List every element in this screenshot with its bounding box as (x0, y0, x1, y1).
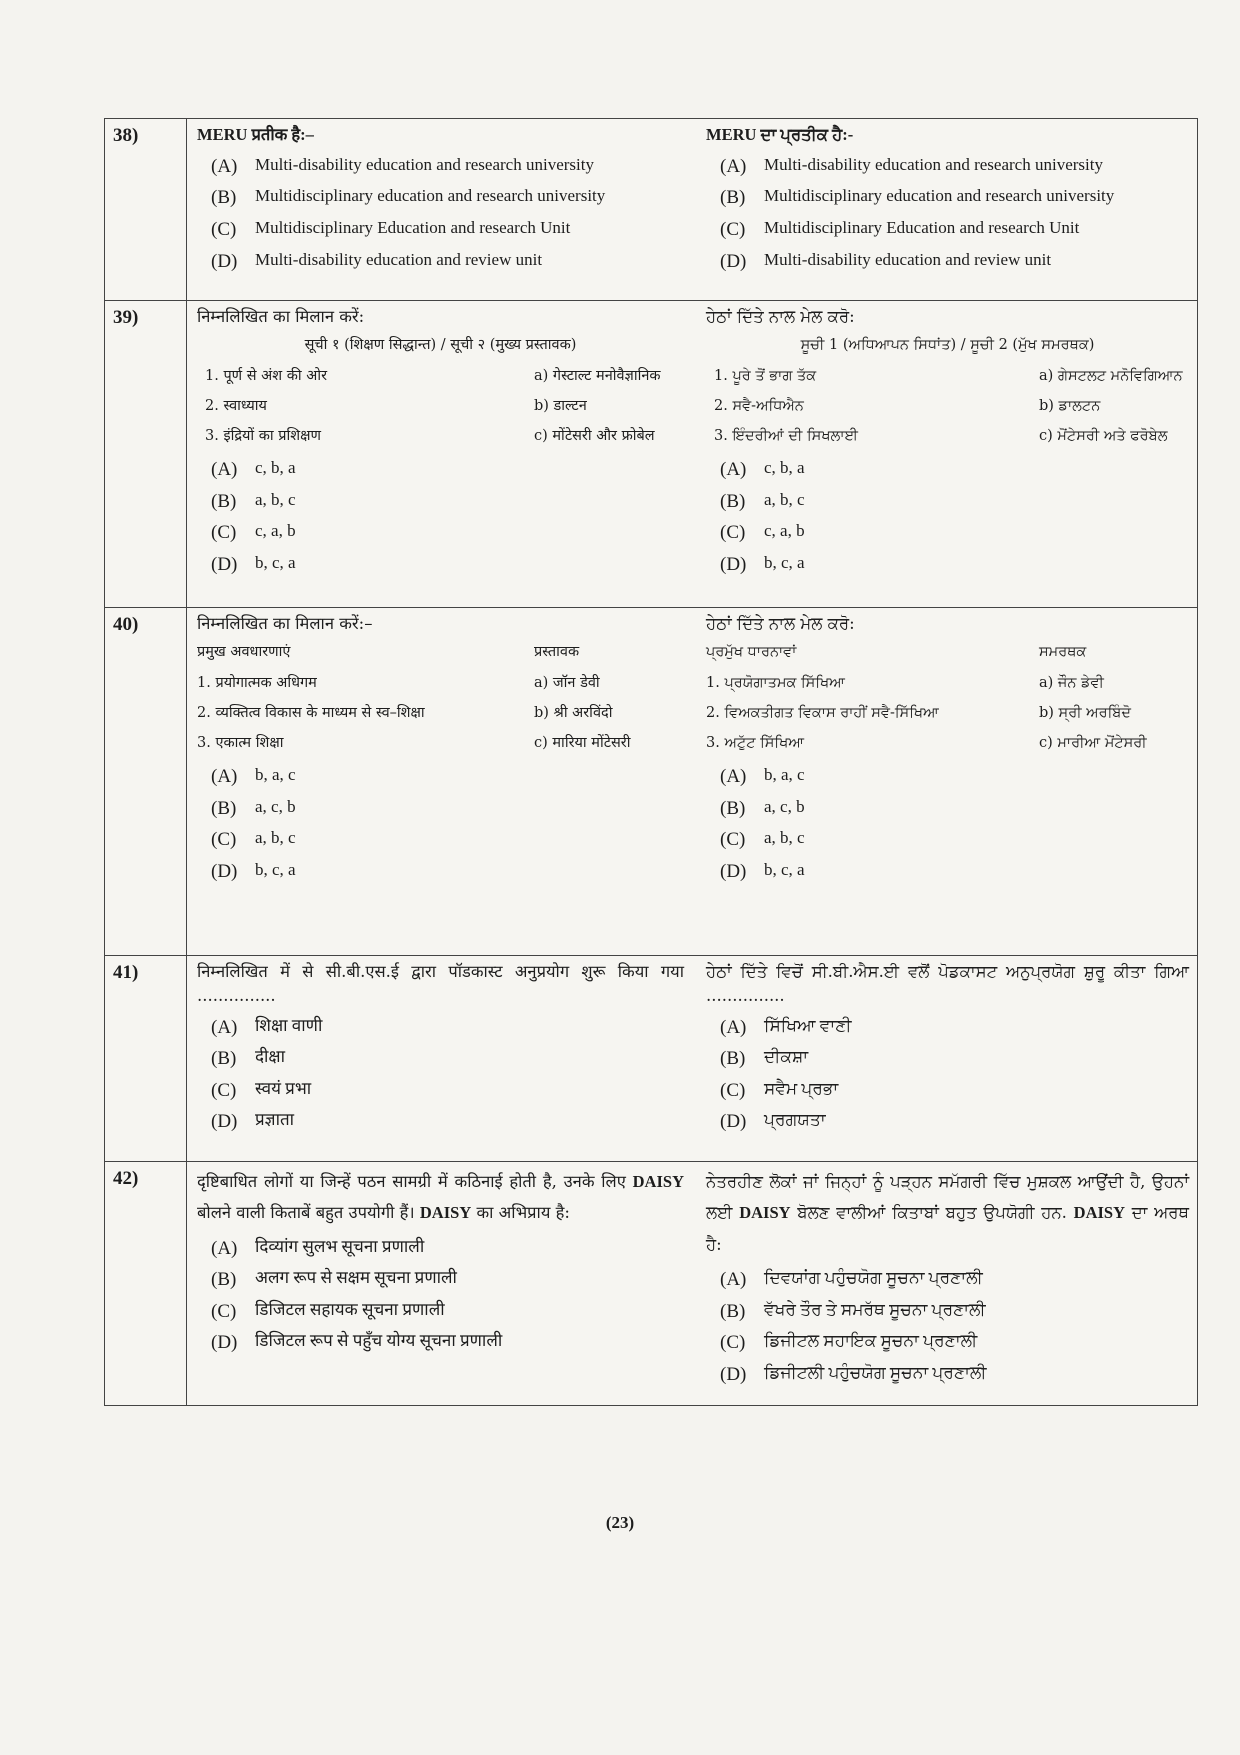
question-stem: ਹੇਠਾਂ ਦਿੱਤੇ ਨਾਲ ਮੇਲ ਕਰੋ: (706, 614, 855, 633)
match-row: 1. प्रयोगात्मक अधिगम a) जॉन डेवी (197, 674, 600, 691)
option-b: (B) a, b, c (720, 489, 805, 512)
hindi-column (187, 608, 692, 955)
match-header: ਪ੍ਰਮੁੱਖ ਧਾਰਨਾਵਾਂ ਸਮਰਥਕ (706, 643, 1087, 660)
option-c: (C) c, a, b (720, 521, 805, 544)
question-stem: MERU प्रतीक है:– (197, 125, 314, 144)
match-row: 3. इंद्रियों का प्रशिक्षण c) मोंटेसरी और फ्रोबेल (205, 427, 655, 444)
question-number: 41) (105, 956, 187, 1161)
match-row: 3. ਇੰਦਰੀਆਂ ਦੀ ਸਿਖਲਾਈ c) ਮੋਂਟੇਸਰੀ ਅਤੇ ਫਰੋਬੇਲ (714, 427, 1168, 444)
question-number: 42) (105, 1162, 187, 1405)
question-number: 38) (105, 119, 187, 300)
match-table (706, 335, 1189, 447)
option-c: (C) Multidisciplinary Education and research Unit (211, 218, 571, 241)
question-41 (105, 956, 1197, 1162)
option-a: (A) b, a, c (211, 764, 296, 787)
option-b: (B) a, c, b (720, 796, 805, 819)
option-d: (D) ਡਿਜੀਟਲੀ ਪਹੁੰਚਯੋਗ ਸੂਚਨਾ ਪ੍ਰਣਾਲੀ (720, 1362, 987, 1385)
option-a: (A) ਦਿਵਯਾਂਗ ਪਹੁੰਚਯੋਗ ਸੂਚਨਾ ਪ੍ਰਣਾਲੀ (720, 1268, 983, 1291)
match-row: 2. स्वाध्याय b) डाल्टन (205, 397, 587, 414)
question-stem: निम्नलिखित में से सी.बी.एस.ई द्वारा पॉडकास्ट अनुप्रयोग शुरू किया गया ............... (197, 962, 684, 1005)
match-row: 2. व्यक्तित्व विकास के माध्यम से स्व–शिक्षा b) श्री अरविंदो (197, 704, 613, 721)
option-c: (C) ਡਿਜੀਟਲ ਸਹਾਇਕ ਸੂਚਨਾ ਪ੍ਰਣਾਲੀ (720, 1331, 978, 1354)
option-c: (C) a, b, c (211, 828, 296, 851)
question-39 (105, 301, 1197, 608)
question-stem: निम्नलिखित का मिलान करें: (197, 307, 365, 326)
hindi-column (187, 956, 692, 1161)
option-b: (B) a, c, b (211, 796, 296, 819)
match-row: 1. पूर्ण से अंश की ओर a) गेस्टाल्ट मनोवैज्ञानिक (205, 367, 661, 384)
option-c: (C) स्वयं प्रभा (211, 1078, 312, 1101)
match-row: 2. ਵਿਅਕਤੀਗਤ ਵਿਕਾਸ ਰਾਹੀਂ ਸਵੈ-ਸਿੱਖਿਆ b) ਸ੍ਰੀ ਅਰਬਿੰਦੋ (706, 704, 1131, 721)
question-stem: निम्नलिखित का मिलान करें:– (197, 614, 373, 633)
option-a: (A) Multi-disability education and research university (211, 154, 594, 177)
punjabi-column (692, 1162, 1197, 1405)
punjabi-column (692, 119, 1197, 300)
question-stem: ਨੇਤਰਹੀਣ ਲੋਕਾਂ ਜਾਂ ਜਿਨ੍ਹਾਂ ਨੂੰ ਪੜ੍ਹਨ ਸਮੱਗਰੀ ਵਿੱਚ ਮੁਸ਼ਕਲ ਆਉਂਦੀ ਹੈ, ਉਹਨਾਂ ਲਈ DAISY ਬੋਲਣ ਵਾਲੀਆਂ ਕਿਤਾਬਾਂ ਬਹੁਤ ਉਪਯੋਗੀ ਹਨ. DAISY ਦਾ ਅਰਥ ਹੈ: (706, 1172, 1189, 1254)
punjabi-column (692, 608, 1197, 955)
option-c: (C) a, b, c (720, 828, 805, 851)
option-d: (D) b, c, a (211, 552, 296, 575)
match-row: 3. ਅਟੁੱਟ ਸਿੱਖਿਆ c) ਮਾਰੀਆ ਮੋਂਟੇਸਰੀ (706, 734, 1147, 751)
option-d: (D) b, c, a (720, 552, 805, 575)
question-stem: ਹੇਠਾਂ ਦਿੱਤੇ ਨਾਲ ਮੇਲ ਕਰੋ: (706, 307, 855, 326)
punjabi-column (692, 301, 1197, 607)
match-row: 3. एकात्म शिक्षा c) मारिया मोंटेसरी (197, 734, 631, 751)
option-a: (A) c, b, a (211, 457, 296, 480)
option-d: (D) b, c, a (720, 859, 805, 882)
option-b: (B) अलग रूप से सक्षम सूचना प्रणाली (211, 1268, 457, 1291)
hindi-column (187, 1162, 692, 1405)
question-stem: MERU ਦਾ ਪ੍ਰਤੀਕ ਹੈ:- (706, 125, 854, 144)
question-42 (105, 1162, 1197, 1405)
question-stem: ਹੇਠਾਂ ਦਿੱਤੇ ਵਿਚੋਂ ਸੀ.ਬੀ.ਐਸ.ਈ ਵਲੋਂ ਪੋਡਕਾਸਟ ਅਨੁਪ੍ਰਯੋਗ ਸ਼ੁਰੂ ਕੀਤਾ ਗਿਆ ............... (706, 962, 1189, 1005)
option-d: (D) Multi-disability education and review unit (211, 249, 543, 272)
question-number: 39) (105, 301, 187, 607)
option-b: (B) Multidisciplinary education and research university (211, 186, 606, 209)
option-c: (C) c, a, b (211, 521, 296, 544)
match-row: 1. ਪ੍ਰਯੋਗਾਤਮਕ ਸਿੱਖਿਆ a) ਜੌਨ ਡੇਵੀ (706, 674, 1104, 691)
option-a: (A) b, a, c (720, 764, 805, 787)
option-c: (C) डिजिटल सहायक सूचना प्रणाली (211, 1299, 445, 1322)
match-header: सूची १ (शिक्षण सिद्धान्त) / सूची २ (मुख्य प्रस्तावक) (304, 336, 577, 353)
hindi-column (187, 301, 692, 607)
match-header: प्रमुख अवधारणाएं प्रस्तावक (197, 643, 580, 660)
option-d: (D) ਪ੍ਰਗਯਤਾ (720, 1110, 826, 1133)
option-a: (A) c, b, a (720, 457, 805, 480)
option-b: (B) ਵੱਖਰੇ ਤੌਰ ਤੇ ਸਮਰੱਥ ਸੂਚਨਾ ਪ੍ਰਣਾਲੀ (720, 1299, 986, 1322)
option-a: (A) ਸਿੱਖਿਆ ਵਾਣੀ (720, 1015, 852, 1038)
option-c: (C) ਸਵੈਮ ਪ੍ਰਭਾ (720, 1078, 839, 1101)
match-row: 2. ਸਵੈ-ਅਧਿਐਨ b) ਡਾਲਟਨ (714, 397, 1101, 414)
option-a: (A) दिव्यांग सुलभ सूचना प्रणाली (211, 1236, 425, 1259)
question-38 (105, 119, 1197, 301)
option-c: (C) Multidisciplinary Education and research Unit (720, 218, 1080, 241)
option-d: (D) b, c, a (211, 859, 296, 882)
match-row: 1. ਪੂਰੇ ਤੋਂ ਭਾਗ ਤੱਕ a) ਗੇਸਟਲਟ ਮਨੋਵਿਗਿਆਨ (714, 367, 1183, 384)
option-a: (A) शिक्षा वाणी (211, 1015, 323, 1038)
question-sheet (104, 118, 1198, 1406)
option-d: (D) डिजिटल रूप से पहुँच योग्य सूचना प्रणाली (211, 1331, 503, 1354)
match-header: ਸੂਚੀ 1 (ਅਧਿਆਪਨ ਸਿਧਾਂਤ) / ਸੂਚੀ 2 (ਮੁੱਖ ਸਮਰਥਕ) (800, 336, 1095, 353)
option-d: (D) Multi-disability education and review unit (720, 249, 1052, 272)
page-number: (23) (605, 1513, 635, 1532)
punjabi-column (692, 956, 1197, 1161)
question-number: 40) (105, 608, 187, 955)
option-a: (A) Multi-disability education and research university (720, 154, 1103, 177)
match-table (706, 642, 1189, 754)
question-40 (105, 608, 1197, 956)
match-table (197, 335, 684, 447)
option-d: (D) प्रज्ञाता (211, 1110, 295, 1133)
option-b: (B) दीक्षा (211, 1047, 286, 1070)
question-stem: दृष्टिबाधित लोगों या जिन्हें पठन सामग्री में कठिनाई होती है, उनके लिए DAISY बोलने वाली किताबें बहुत उपयोगी हैं। DAISY का अभिप्राय है: (197, 1172, 684, 1223)
hindi-column (187, 119, 692, 300)
match-table (197, 642, 684, 754)
option-b: (B) a, b, c (211, 489, 296, 512)
option-b: (B) Multidisciplinary education and research university (720, 186, 1115, 209)
option-b: (B) ਦੀਕਸ਼ਾ (720, 1047, 809, 1070)
